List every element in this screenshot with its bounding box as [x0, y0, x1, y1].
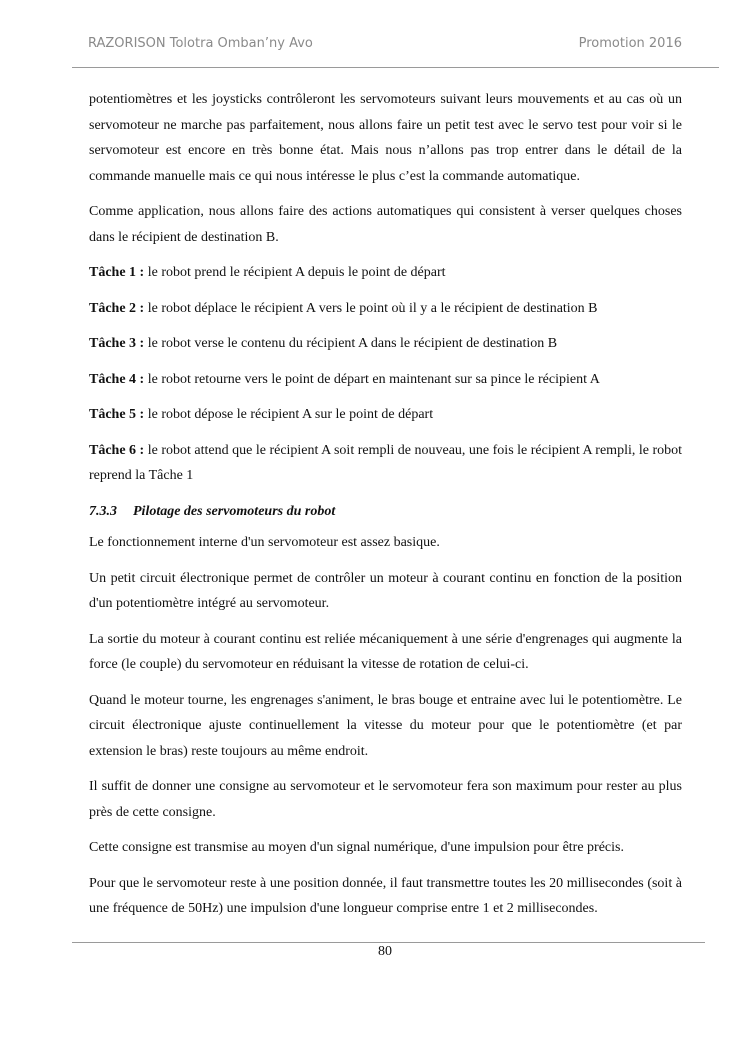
- paragraph-8: Cette consigne est transmise au moyen d'un signal numérique, d'une impulsion pour être précis.: [89, 840, 624, 855]
- paragraph-3: Le fonctionnement interne d'un servomoteur est assez basique.: [89, 535, 440, 550]
- paragraph-4: Un petit circuit électronique permet de contrôler un moteur à courant continu en fonction de la position d'un potentiomètre intégré au servomoteur.: [89, 570, 682, 611]
- task-label: Tâche 6 :: [89, 442, 145, 458]
- section-title: Pilotage des servomoteurs du robot: [133, 503, 336, 519]
- task-4: [89, 367, 682, 393]
- task-text: le robot verse le contenu du récipient A dans le récipient de destination B: [144, 336, 558, 351]
- task-text: le robot prend le récipient A depuis le point de départ: [144, 265, 446, 280]
- body-content: [89, 87, 682, 932]
- task-text: le robot retourne vers le point de départ en maintenant sur sa pince le récipient A: [144, 371, 600, 387]
- task-6: [89, 438, 682, 489]
- task-3: [89, 331, 682, 357]
- paragraph-2: Comme application, nous allons faire des actions automatiques qui consistent à verser quelques choses dans le récipient de destination B.: [89, 204, 682, 245]
- section-heading: [89, 499, 682, 525]
- paragraph-5: La sortie du moteur à courant continu est reliée mécaniquement à une série d'engrenages qui augmente la force (le couple) du servomoteur en réduisant la vitesse de rotation de celui-ci.: [89, 631, 682, 672]
- page-number: 80: [378, 944, 392, 959]
- paragraph-6: Quand le moteur tourne, les engrenages s'animent, le bras bouge et entraine avec lui le potentiomètre. Le circuit électronique ajuste continuellement la vitesse du moteur pour que le potentiomètre (et par extension le bras) reste toujours au même endroit.: [89, 692, 682, 759]
- task-label: Tâche 2 :: [89, 300, 145, 316]
- header-promotion: Promotion 2016: [578, 36, 682, 51]
- task-text: le robot déplace le récipient A vers le point où il y a le récipient de destination B: [144, 300, 598, 316]
- task-label: Tâche 1 :: [89, 265, 145, 280]
- task-5: [89, 402, 682, 428]
- task-text: le robot attend que le récipient A soit rempli de nouveau, une fois le récipient A rempli, le robot reprend la Tâche 1: [89, 442, 683, 483]
- task-2: [89, 296, 682, 322]
- header-rule: [72, 67, 719, 68]
- footer-rule: [72, 942, 705, 943]
- section-number: 7.3.3: [89, 503, 117, 519]
- page-header: [88, 36, 682, 56]
- header-author: RAZORISON Tolotra Omban’ny Avo: [88, 36, 313, 51]
- paragraph-7: Il suffit de donner une consigne au servomoteur et le servomoteur fera son maximum pour rester au plus près de cette consigne.: [89, 779, 682, 820]
- task-1: [89, 260, 682, 286]
- task-label: Tâche 4 :: [89, 371, 145, 387]
- task-text: le robot dépose le récipient A sur le point de départ: [144, 407, 434, 422]
- paragraph-1: potentiomètres et les joysticks contrôleront les servomoteurs suivant leurs mouvements et au cas où un servomoteur ne marche pas parfaitement, nous allons faire un petit test avec le servo test pour voir si le servomoteur est encore en très bonne état. Mais nous n’allons pas trop entrer dans le détail de la commande manuelle mais ce qui nous intéresse le plus c’est la commande automatique.: [89, 92, 682, 184]
- paragraph-9: Pour que le servomoteur reste à une position donnée, il faut transmettre toutes les 20 millisecondes (soit à une fréquence de 50Hz) une impulsion d'une longueur comprise entre 1 et 2 millisecondes.: [89, 875, 682, 916]
- task-label: Tâche 5 :: [89, 407, 145, 422]
- task-label: Tâche 3 :: [89, 336, 145, 351]
